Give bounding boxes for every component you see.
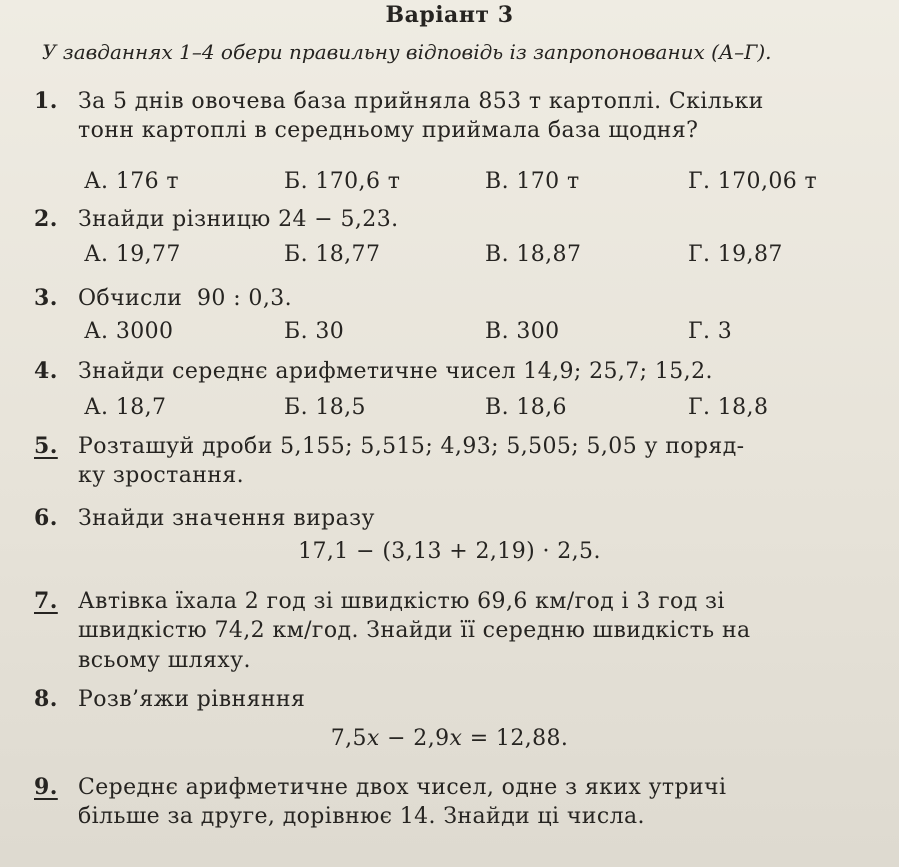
task-7 — [34, 586, 751, 676]
option-b[interactable]: Б. 18,5 — [284, 395, 366, 420]
task-number: 2. — [34, 206, 58, 232]
option-a[interactable]: А. 18,7 — [84, 395, 167, 420]
task-number: 6. — [34, 505, 58, 531]
task-8 — [34, 684, 305, 714]
task-5 — [34, 431, 744, 491]
variable-x: x — [449, 726, 463, 751]
option-b[interactable]: Б. 170,6 т — [284, 169, 401, 194]
task-text: Знайди значення виразу — [78, 506, 375, 531]
option-a[interactable]: А. 19,77 — [84, 242, 181, 267]
option-v[interactable]: В. 18,87 — [485, 242, 582, 267]
task-number: 5. — [34, 433, 58, 459]
variant-title: Варіант 3 — [385, 2, 514, 28]
task-number: 4. — [34, 358, 58, 384]
task-text: Середнє арифметичне двох чисел, одне з яких утричі — [78, 775, 727, 800]
task-number: 3. — [34, 285, 58, 311]
option-g[interactable]: Г. 3 — [688, 319, 733, 344]
option-v[interactable]: В. 170 т — [485, 169, 580, 194]
task-text: Знайди різницю 24 − 5,23. — [78, 207, 399, 232]
option-g[interactable]: Г. 19,87 — [688, 242, 783, 267]
task-6 — [34, 503, 375, 533]
option-g[interactable]: Г. 18,8 — [688, 395, 769, 420]
task-number: 9. — [34, 774, 58, 800]
task-text: За 5 днів овочева база прийняла 853 т картоплі. Скільки — [78, 89, 764, 114]
task-text: всьому шляху. — [78, 648, 251, 673]
option-a[interactable]: А. 176 т — [84, 169, 180, 194]
task-6-expression: 17,1 − (3,13 + 2,19) · 2,5. — [298, 539, 601, 564]
option-b[interactable]: Б. 30 — [284, 319, 345, 344]
option-v[interactable]: В. 18,6 — [485, 395, 567, 420]
task-text: Розташуй дроби 5,155; 5,515; 4,93; 5,505; 5,05 у поряд- — [78, 434, 745, 459]
task-text: ку зростання. — [78, 463, 245, 488]
option-g[interactable]: Г. 170,06 т — [688, 169, 818, 194]
task-text: Обчисли 90 : 0,3. — [78, 286, 293, 311]
task-8-equation: 7,5x − 2,9x = 12,88. — [330, 726, 569, 751]
variable-x: x — [366, 726, 380, 751]
task-number: 8. — [34, 686, 58, 712]
task-4 — [34, 356, 713, 386]
task-number: 7. — [34, 588, 58, 614]
task-text: Знайди середнє арифметичне чисел 14,9; 25,7; 15,2. — [78, 359, 713, 384]
task-2 — [34, 204, 398, 234]
task-1 — [34, 86, 764, 146]
task-text: тонн картоплі в середньому приймала база щодня? — [78, 118, 699, 143]
instruction-text: У завданнях 1–4 обери правильну відповідь із запропонованих (А–Г). — [42, 40, 772, 64]
task-text: Автівка їхала 2 год зі швидкістю 69,6 км/год і 3 год зі — [78, 589, 725, 614]
option-a[interactable]: А. 3000 — [84, 319, 174, 344]
task-text: Розв’яжи рівняння — [78, 687, 306, 712]
task-text: більше за друге, дорівнює 14. Знайди ці числа. — [78, 804, 645, 829]
option-v[interactable]: В. 300 — [485, 319, 560, 344]
task-9 — [34, 772, 726, 832]
task-3 — [34, 283, 292, 313]
option-b[interactable]: Б. 18,77 — [284, 242, 381, 267]
task-text: швидкістю 74,2 км/год. Знайди її середню швидкість на — [78, 618, 751, 643]
task-number: 1. — [34, 88, 58, 114]
